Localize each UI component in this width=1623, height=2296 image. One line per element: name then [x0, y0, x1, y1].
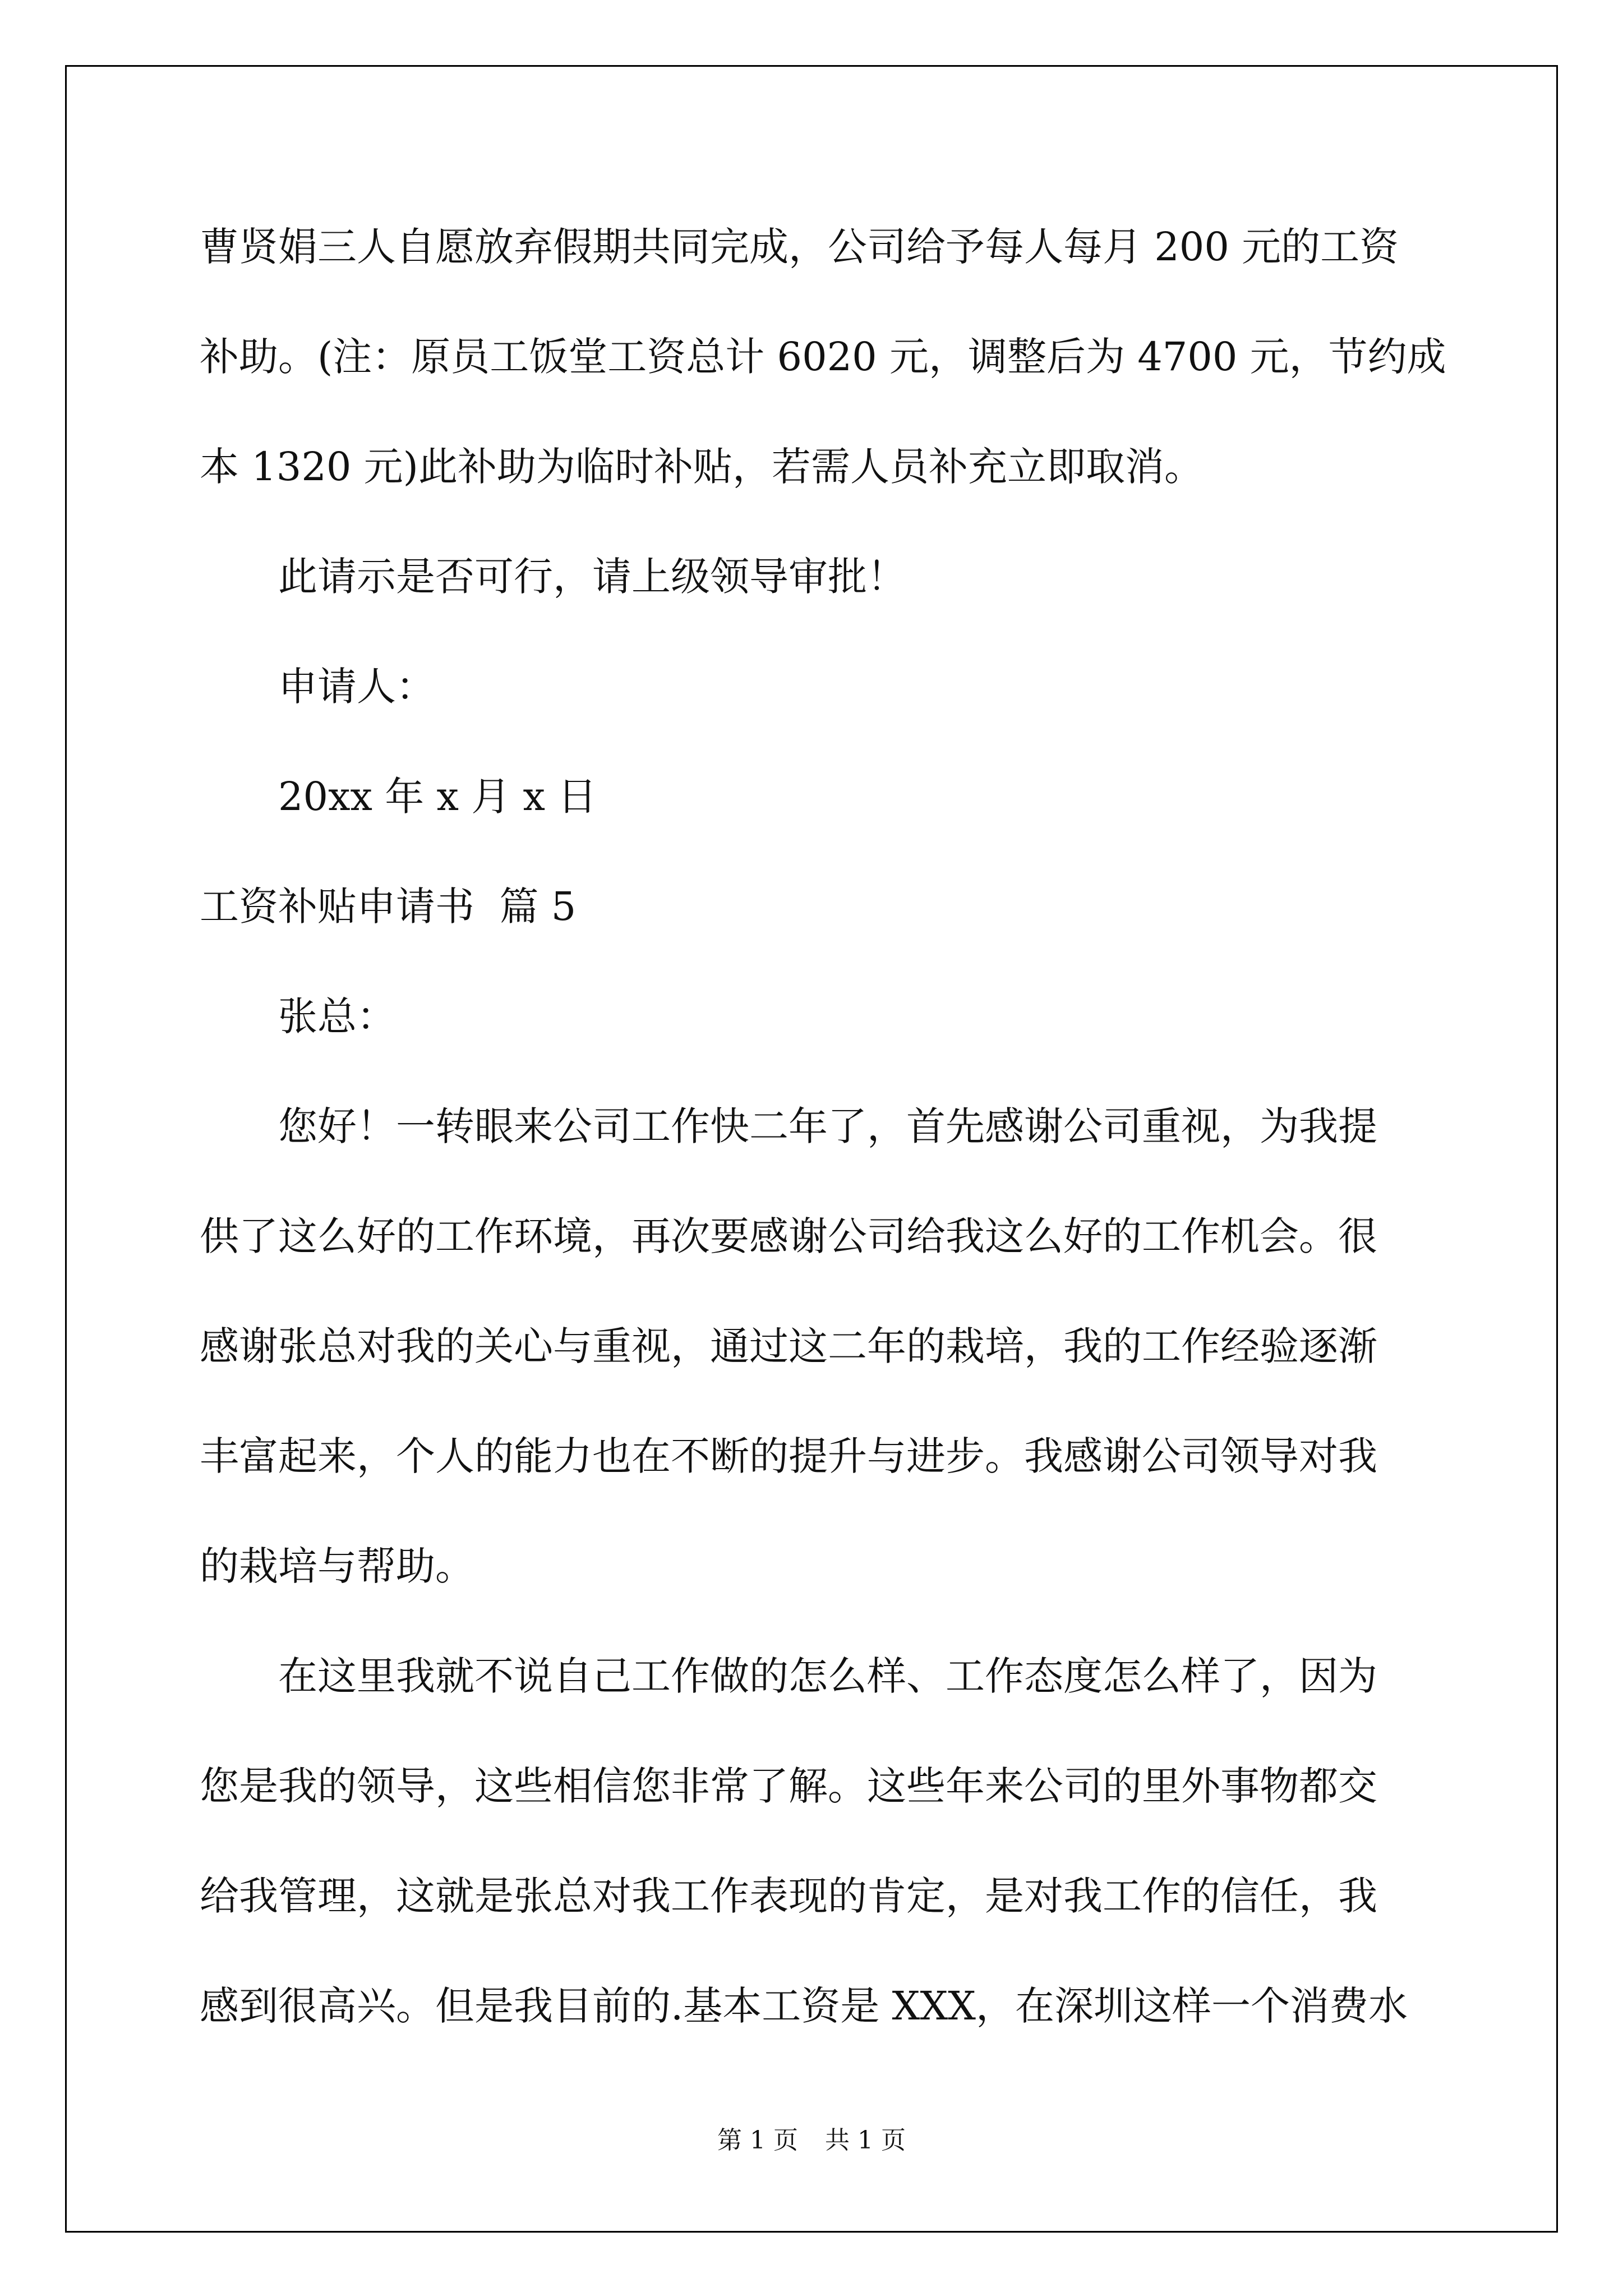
text-line-12: 丰富起来，个人的能力也在不断的提升与进步。我感谢公司领导对我: [200, 1433, 1377, 1479]
text-line-1: 曹贤娟三人自愿放弃假期共同完成，公司给予每人每月 200 元的工资: [200, 224, 1399, 270]
text-line-13: 的栽培与帮助。: [200, 1543, 474, 1589]
text-line-15: 您是我的领导，这些相信您非常了解。这些年来公司的里外事物都交: [200, 1763, 1377, 1809]
section-heading: 工资补贴申请书 篇 5: [200, 884, 577, 930]
salutation: 张总：: [278, 993, 396, 1039]
page-footer: [0, 2124, 1623, 2157]
text-line-9: 您好！一转眼来公司工作快二年了，首先感谢公司重视，为我提: [278, 1103, 1377, 1149]
page-total: 共 1 页: [825, 2126, 906, 2155]
applicant-label: 申请人：: [278, 664, 435, 710]
text-line-11: 感谢张总对我的关心与重视，通过这二年的栽培，我的工作经验逐渐: [200, 1323, 1377, 1369]
request-approval-line: 此请示是否可行，请上级领导审批！: [278, 554, 906, 600]
text-line-10: 供了这么好的工作环境，再次要感谢公司给我这么好的工作机会。很: [200, 1213, 1377, 1259]
text-line-16: 给我管理，这就是张总对我工作表现的肯定，是对我工作的信任，我: [200, 1873, 1377, 1919]
text-line-2: 补助。(注：原员工饭堂工资总计 6020 元，调整后为 4700 元，节约成: [200, 334, 1446, 380]
text-line-3: 本 1320 元)此补助为临时补贴，若需人员补充立即取消。: [200, 444, 1204, 490]
date-line: 20xx 年 x 月 x 日: [278, 774, 597, 820]
document-body: [200, 213, 1446, 2082]
page-number: 第 1 页: [717, 2126, 798, 2155]
text-line-17: 感到很高兴。但是我目前的.基本工资是 XXX，在深圳这样一个消费水: [200, 1983, 1408, 2029]
text-line-14: 在这里我就不说自己工作做的怎么样、工作态度怎么样了，因为: [278, 1653, 1377, 1699]
